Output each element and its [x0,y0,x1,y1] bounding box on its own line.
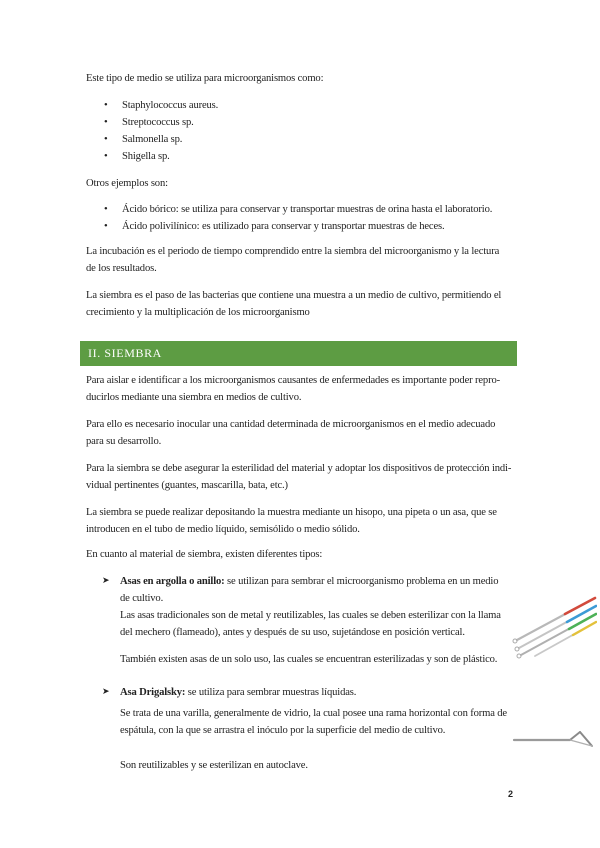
drigalsky-spreader-image [512,728,598,750]
paragraph: Para la siembra se debe asegurar la esterilidad del material y adoptar los dispositivos de protección indi- vidual pertinentes (guantes, mascarilla, bata, etc.) [86,463,512,491]
arrow-bullet-icon: ➤ [102,576,110,586]
inoculation-loops-image [505,592,597,664]
types-intro: En cuanto al material de siembra, existen diferentes tipos: [86,549,323,560]
others-intro: Otros ejemplos son: [86,178,168,189]
list-item: • Streptococcus sp. [86,114,518,131]
siembra-definition: La siembra es el paso de las bacterias que contiene una muestra a un medio de cultivo, permitiendo el crecimiento y la multiplicación de los microorganismo [86,290,502,318]
page-number: 2 [508,789,514,799]
section-header [80,341,517,366]
incubation-paragraph: La incubación es el periodo de tiempo comprendido entre la siembra del microorganismo y la lectura de los resultados. [86,246,500,274]
asas-term: Asas en argolla o anillo: [120,576,225,587]
paragraph: Para ello es necesario inocular una cantidad determinada de microorganismos en el medio adecuado para su desarrollo. [86,419,496,447]
other-examples-list [86,201,518,235]
paragraph: Para aislar e identificar a los microorganismos causantes de enfermedades es importante poder repro- ducirlos mediante una siembra en medios de cultivo. [86,375,500,403]
arrow-bullet-icon: ➤ [102,687,110,697]
intro-text: Este tipo de medio se utiliza para microorganismos como: [86,73,324,84]
document-page: Este tipo de medio se utiliza para microorganismos como: • Staphylococcus aureus. • Streptococcus sp. • Salmonella sp. • Shigella sp. Otros ejemplos son: • Ácido bórico: se utiliza para conservar y transportar muestras de orina hasta el laboratorio. • Ácido polivilínico: es utilizado para conservar y transportar muestras de heces. La incubación es el periodo de tiempo comprendido entre la siembra del microorganismo y la lectura de los resultados. La siembra es el paso de las bacterias que contiene una muestra a un medio de cultivo, permitiendo el crecimiento y la multiplicación de los microorganismo II. SIEMBRA Para aislar e identificar a los microorganismos causantes de enfermedades es importante poder repro- ducirlos mediante una siembra en medios de cultivo. Para ello es necesario inocular una cantidad determinada de microorganismos en el medio adecuado para su desarrollo. Para la siembra se debe asegurar la esterilidad del material y adoptar los dispositivos de protección indi- vidual pertinentes (guantes, mascarilla, bata, etc.) La siembra se puede realizar depositando la muestra mediante un hisopo, una pipeta o un asa, que se introducen en el tubo de medio líquido, semisólido o medio sólido. En cuanto al material de siembra, existen diferentes tipos: ➤ Asas en argolla o anillo: se utilizan para sembrar el microorganismo problema en un medio de cultivo. Las asas tradicionales son de metal y reutilizables, las cuales se deben esterilizar con la llama del mechero (flameado), antes y después de su uso, sujetándose en posición vertical. También existen asas de un solo uso, las cuales se encuentran esterilizadas y son de plástico. ➤ Asa Drigalsky: se utiliza para sembrar muestras líquidas. Se trata de una varilla, generalmente de vidrio, la cual posee una rama horizontal con forma de espátula, con la que se arrastra el inóculo por la superficie del medio de cultivo. Son reutilizables y se esterilizan en autoclave. 2 [0,0,600,848]
bullet-icon: • [104,100,108,111]
asas-single-use: También existen asas de un solo uso, las cuales se encuentran esterilizadas y son de plástico. [120,654,498,665]
list-item: • Staphylococcus aureus. [86,97,518,114]
list-item: • Shigella sp. [86,148,518,165]
asas-detail: Las asas tradicionales son de metal y reutilizables, las cuales se deben esterilizar con la llama del mechero (flameado), antes y después de su uso, sujetándose en posición vertical. [120,610,501,638]
drigalsky-term: Asa Drigalsky: [120,687,186,698]
list-item: • Ácido bórico: se utiliza para conservar y transportar muestras de orina hasta el laboratorio. [86,201,518,218]
list-item: • Salmonella sp. [86,131,518,148]
drigalsky-detail: Se trata de una varilla, generalmente de vidrio, la cual posee una rama horizontal con forma de espátula, con la que se arrastra el inóculo por la superficie del medio de cultivo. [120,708,507,736]
list-item: • Ácido polivilínico: es utilizado para conservar y transportar muestras de heces. [86,218,518,235]
bullet-icon: • [104,117,108,128]
bullet-icon: • [104,134,108,145]
drigalsky-reuse: Son reutilizables y se esterilizan en autoclave. [120,760,308,771]
bullet-icon: • [104,151,108,162]
bullet-icon: • [104,221,108,232]
bullet-icon: • [104,204,108,215]
organism-list [86,97,518,165]
section-title: II. SIEMBRA [88,346,162,360]
paragraph: La siembra se puede realizar depositando la muestra mediante un hisopo, una pipeta o un asa, que se introducen en el tubo de medio líquido, semisólido o medio sólido. [86,507,497,535]
